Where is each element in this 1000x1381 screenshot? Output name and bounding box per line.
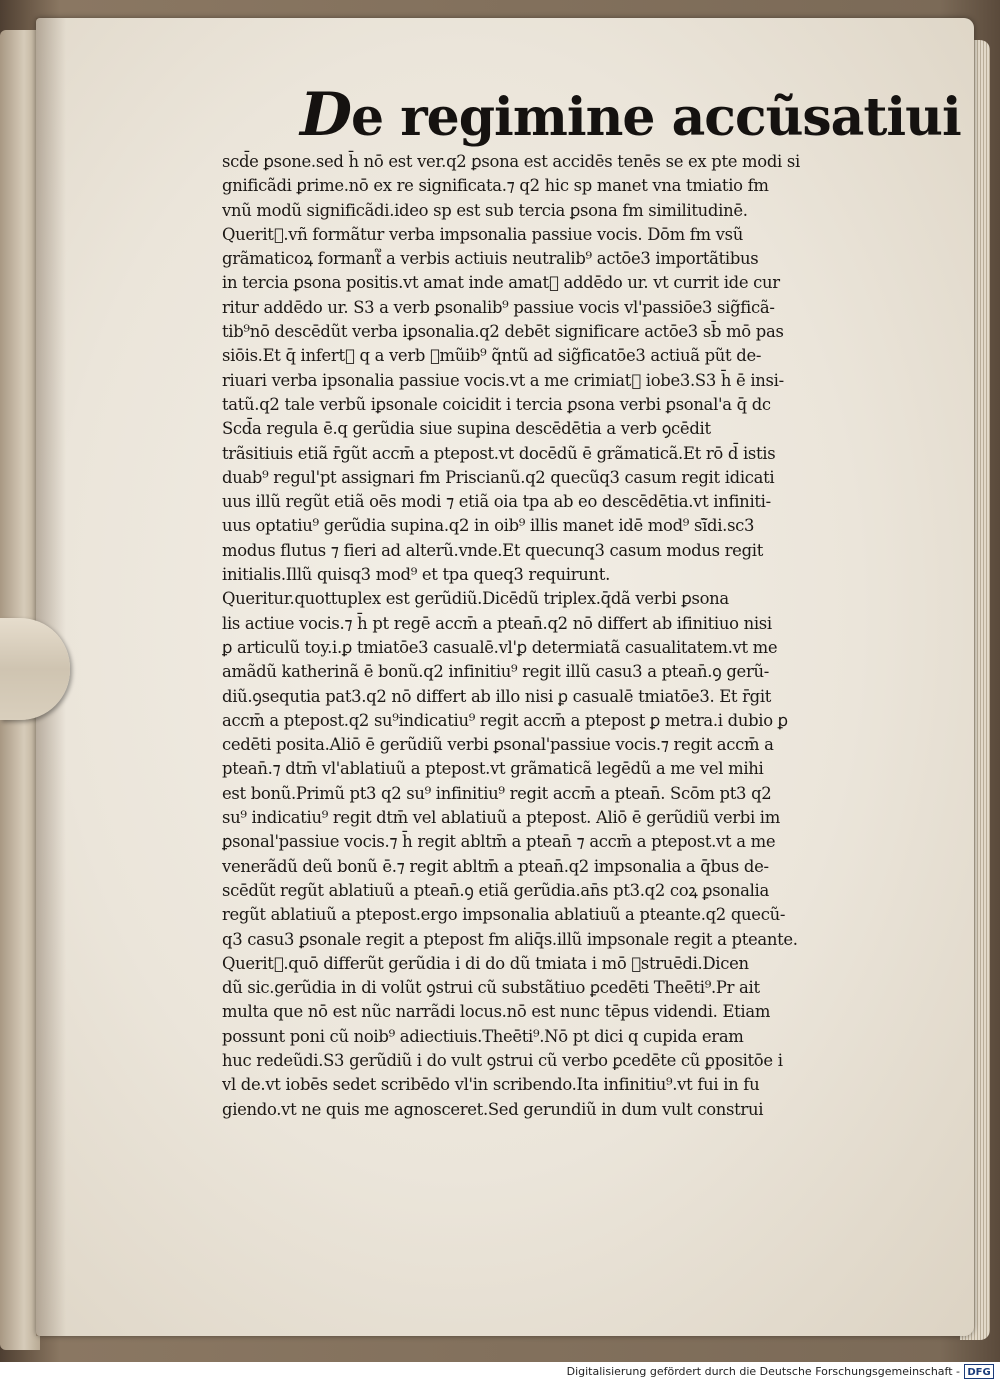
text-line: Querit᷑.vñ formãtur verba impsonalia passiue vocis. Dōm fm vsũ	[222, 224, 744, 244]
text-line: initialis.Illũ quisq3 mod⁹ et tpa queq3 requirunt.	[222, 565, 610, 585]
text-line: vnũ modũ significãdi.ideo sp est sub tercia ꝑsona fm similitudinē.	[222, 200, 748, 220]
body-text	[222, 150, 882, 1122]
text-line: riuari verba ipsonalia passiue vocis.vt a me crimiat᷑ iobe3.S3 h̄ ē insi-	[222, 370, 784, 390]
text-line: amãdũ katherinã ē bonũ.q2 infinitiu⁹ regit illũ casu3 a ptean̄.ꝯ gerũ-	[222, 662, 769, 682]
text-line: venerãdũ deũ bonũ ē.⁊ regit abltm̄ a ptean̄.q2 impsonalia a q̄bus de-	[222, 856, 769, 876]
text-line: diũ.ꝯsequtia pat3.q2 nō differt ab illo nisi ꝑ casualē tmiatōe3. Et r̄git	[222, 686, 772, 706]
text-line: uus illũ regũt etiã oēs modi ⁊ etiã oia tpa ab eo descēdētia.vt infiniti-	[222, 492, 771, 512]
text-line: Queritur.quottuplex est gerũdiũ.Dicēdũ triplex.q̄dã verbi ꝑsona	[222, 589, 729, 609]
text-line: scd̄e ꝑsone.sed h̄ nō est ver.q2 ꝑsona est accidēs tenēs se ex pte modi si	[222, 152, 800, 171]
text-line: huc redeũdi.S3 gerũdiũ i do vult ꝯstrui cũ verbo ꝑcedēte cũ ꝑpositōe i	[222, 1050, 783, 1070]
text-line: lis actiue vocis.⁊ h̄ pt regē accm̄ a ptean̄.q2 nō differt ab ifinitiuo nisi	[222, 613, 772, 633]
text-line: trãsitiuis etiã r̄gũt accm̄ a ptepost.vt docēdũ ē grãmaticã.Et rō d̄ istis	[222, 443, 776, 463]
text-line: accm̄ a ptepost.q2 su⁹indicatiu⁹ regit accm̄ a ptepost ꝑ metra.i dubio ꝑ	[222, 710, 788, 730]
text-line: duab⁹ regul'pt assignari fm Priscianũ.q2 quecũq3 casum regit idicati	[222, 467, 775, 487]
text-line: cedēti posita.Aliō ē gerũdiũ verbi ꝑsonal'passiue vocis.⁊ regit accm̄ a	[222, 735, 774, 755]
text-line: tatũ.q2 tale verbũ iꝑsonale coicidit i tercia ꝑsona verbi ꝑsonal'a q̄ dc	[222, 394, 771, 414]
text-line: modus flutus ⁊ fieri ad alterũ.vnde.Et quecunq3 casum modus regit	[222, 540, 763, 560]
text-line: ritur addēdo ur. S3 a verb ꝑsonalib⁹ passiue vocis vl'passiōe3 sig̃ficã-	[222, 297, 775, 317]
text-line: possunt poni cũ noib⁹ adiectiuis.Theēti⁹.Nō pt dici q cupida eram	[222, 1026, 744, 1046]
text-line: multa que nō est nũc narrãdi locus.nō est nunc tēpus videndi. Etiam	[222, 1002, 771, 1022]
text-line: grãmaticoꝝ formant᷑ a verbis actiuis neutralib⁹ actōe3 importãtibus	[222, 249, 759, 269]
text-line: in tercia ꝑsona positis.vt amat inde amat᷑ addēdo ur. vt currit ide cur	[222, 273, 780, 293]
text-line: Querit᷑.quō differũt gerũdia i di do dũ tmiata i mō ꝯstruēdi.Dicen	[222, 953, 749, 973]
text-line: regũt ablatiuũ a ptepost.ergo impsonalia ablatiuũ a pteante.q2 quecũ-	[222, 905, 786, 925]
text-line: su⁹ indicatiu⁹ regit dtm̄ vel ablatiuũ a ptepost. Aliō ē gerũdiũ verbi im	[222, 808, 780, 828]
text-line: est bonũ.Primũ pt3 q2 su⁹ infinitiu⁹ regit accm̄ a ptean̄. Scōm pt3 q2	[222, 783, 772, 803]
text-line: ꝑsonal'passiue vocis.⁊ h̄ regit abltm̄ a ptean̄ ⁊ accm̄ a ptepost.vt a me	[222, 832, 776, 852]
text-line: uus optatiu⁹ gerũdia supina.q2 in oib⁹ illis manet idē mod⁹ sĩ̄di.sc3	[222, 516, 755, 536]
text-line: dũ sic.gerũdia in di volũt ꝯstrui cũ substãtiuo ꝑcedēti Theēti⁹.Pr ait	[222, 978, 760, 998]
page-heading	[300, 80, 961, 151]
text-line: ptean̄.⁊ dtm̄ vl'ablatiuũ a ptepost.vt grãmaticã legēdũ a me vel mihi	[222, 759, 764, 779]
text-line: q3 casu3 ꝑsonale regit a ptepost fm aliq̄s.illũ impsonale regit a pteante.	[222, 929, 798, 949]
text-line: gnificãdi ꝑrime.nō ex re significata.⁊ q2 hic sp manet vna tmiatio fm	[222, 176, 769, 196]
text-line: Scd̄a regula ē.q gerũdia siue supina descēdētia a verb ꝯcēdit	[222, 419, 711, 439]
dfg-logo: DFG	[964, 1364, 994, 1379]
text-line: tib⁹nō descēdũt verba iꝑsonalia.q2 debēt significare actōe3 sb̄ mō pas	[222, 322, 784, 342]
text-line: scēdũt regũt ablatiuũ a ptean̄.ꝯ etiã gerũdia.an̄s pt3.q2 coꝝ ꝑsonalia	[222, 880, 769, 900]
heading-initial: D	[300, 80, 352, 150]
funding-credit: Digitalisierung gefördert durch die Deutsche Forschungsgemeinschaft -	[566, 1365, 960, 1378]
text-line: vl de.vt iobēs sedet scribēdo vl'in scribendo.Ita infinitiu⁹.vt fui in fu	[222, 1075, 760, 1095]
text-line: siōis.Et q̄ infert᷑ q a verb ꝯmũib⁹ q̃ntũ ad sig̃ficatōe3 actiuã pũt de-	[222, 346, 762, 366]
text-line: ꝑ articulũ toy.i.ꝑ tmiatōe3 casualē.vl'ꝑ determiatã casualitatem.vt me	[222, 637, 778, 657]
heading-text: e regimine accũsatiui	[351, 87, 961, 148]
text-line: giendo.vt ne quis me agnosceret.Sed gerundiũ in dum vult construi	[222, 1099, 764, 1119]
